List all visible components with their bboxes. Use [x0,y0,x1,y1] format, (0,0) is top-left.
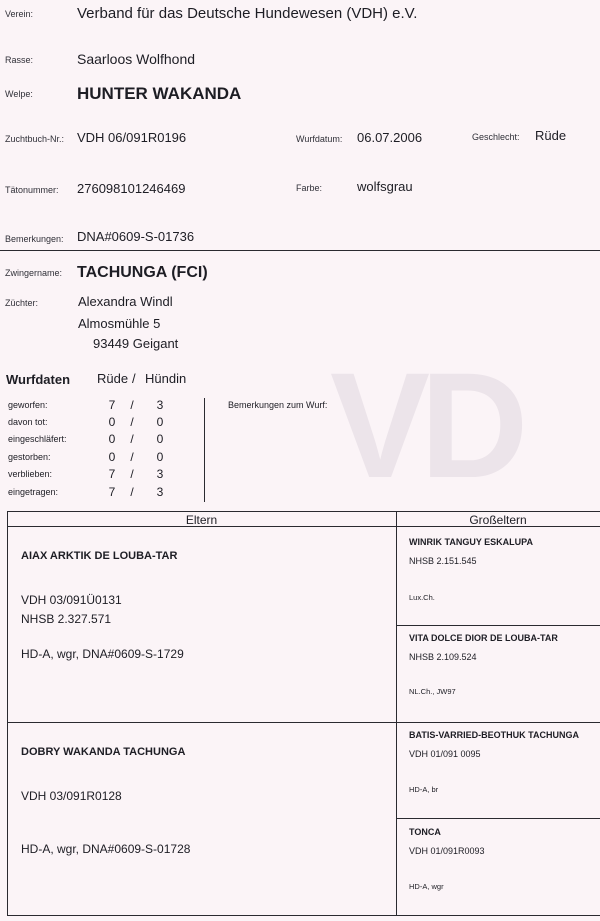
wurf-row-m: 0 [108,432,116,446]
gp1-reg: NHSB 2.151.545 [409,556,477,566]
eltern-header: Eltern [185,513,218,527]
gp2-name: VITA DOLCE DIOR DE LOUBA-TAR [409,633,558,643]
wurf-row-m: 7 [108,485,116,499]
grosseltern-header: Großeltern [469,513,527,527]
taetonummer-value: 276098101246469 [77,181,186,196]
pedigree-left-border [7,511,8,916]
wurf-row-slash: / [130,432,134,446]
wurfdatum-value: 06.07.2006 [357,130,423,145]
wurf-row-m: 7 [108,467,116,481]
pedigree-col-divider [396,511,397,916]
wurf-row-slash: / [130,485,134,499]
wurf-remarks-label: Bemerkungen zum Wurf: [228,400,328,410]
gp4-note: HD-A, wgr [409,882,444,891]
gp2-note: NL.Ch., JW97 [409,687,456,696]
taetonummer-label: Tätonummer: [5,185,59,195]
wurf-row-label: davon tot: [8,417,48,427]
wurf-row-m: 0 [108,450,116,464]
pedigree-bottom-border [7,915,600,916]
gp3-note: HD-A, br [409,785,439,794]
gp-divider-2 [396,818,600,819]
gp4-name: TONCA [409,827,441,837]
pedigree-top-border [7,511,600,512]
wurf-row-label: eingetragen: [8,487,59,497]
verein-value: Verband für das Deutsche Hundewesen (VDH) e.V. [77,5,418,22]
wurf-row-f: 0 [156,450,164,464]
farbe-value: wolfsgrau [357,179,413,194]
gp3-name: BATIS-VARRIED-BEOTHUK TACHUNGA [409,730,579,740]
wurfdaten-title: Wurfdaten [6,372,71,387]
zuechter-line-3: 93449 Geigant [93,336,179,351]
gp4-reg: VDH 01/091R0093 [409,846,485,856]
father-reg-1: VDH 03/091Ü0131 [21,593,122,607]
mother-reg-1: VDH 03/091R0128 [21,789,122,803]
wurf-row-f: 3 [156,467,164,481]
zuechter-label: Züchter: [5,298,39,308]
father-name: AIAX ARKTIK DE LOUBA-TAR [21,550,178,562]
wurf-row-slash: / [130,450,134,464]
wurf-row-slash: / [130,467,134,481]
gp3-reg: VDH 01/091 0095 [409,749,481,759]
zuechter-line-1: Alexandra Windl [78,294,173,309]
wurf-row-label: eingeschläfert: [8,434,67,444]
rasse-label: Rasse: [5,55,34,65]
wurf-row-label: geworfen: [8,400,48,410]
wurf-row-label: verblieben: [8,469,53,479]
wurfdaten-header-m: Rüde [97,371,129,386]
zuchtbuch-value: VDH 06/091R0196 [77,130,187,145]
welpe-value: HUNTER WAKANDA [77,84,242,103]
bemerkungen-label: Bemerkungen: [5,234,64,244]
mother-name: DOBRY WAKANDA TACHUNGA [21,746,186,758]
wurf-row-m: 7 [108,398,116,412]
zwinger-label: Zwingername: [5,268,63,278]
welpe-label: Welpe: [5,89,33,99]
wurf-row-label: gestorben: [8,452,51,462]
geschlecht-label: Geschlecht: [472,132,520,142]
bemerkungen-value: DNA#0609-S-01736 [77,229,195,244]
wurf-row-f: 3 [156,398,164,412]
divider-line [0,250,600,251]
mother-health: HD-A, wgr, DNA#0609-S-01728 [21,842,191,856]
wurfdaten-header-f: Hündin [145,371,187,386]
rasse-value: Saarloos Wolfhond [77,51,196,67]
geschlecht-value: Rüde [535,128,567,143]
zuechter-line-2: Almosmühle 5 [78,316,161,331]
zuchtbuch-label: Zuchtbuch-Nr.: [5,134,65,144]
watermark-logo: VD [330,341,519,509]
wurfdaten-header-sep: / [132,371,136,386]
zwinger-value: TACHUNGA (FCI) [77,264,208,281]
gp-divider-1 [396,625,600,626]
gp2-reg: NHSB 2.109.524 [409,652,477,662]
wurf-row-slash: / [130,415,134,429]
gp1-note: Lux.Ch. [409,593,435,602]
wurf-row-f: 0 [156,415,164,429]
pedigree-mid-border [7,722,600,723]
wurfdatum-label: Wurfdatum: [296,134,343,144]
wurf-row-f: 3 [156,485,164,499]
gp1-name: WINRIK TANGUY ESKALUPA [409,537,534,547]
wurf-row-f: 0 [156,432,164,446]
father-health: HD-A, wgr, DNA#0609-S-1729 [21,647,184,661]
wurf-divider [204,398,205,502]
verein-label: Verein: [5,9,34,19]
wurf-row-m: 0 [108,415,116,429]
father-reg-2: NHSB 2.327.571 [21,612,112,626]
farbe-label: Farbe: [296,183,323,193]
wurf-row-slash: / [130,398,134,412]
